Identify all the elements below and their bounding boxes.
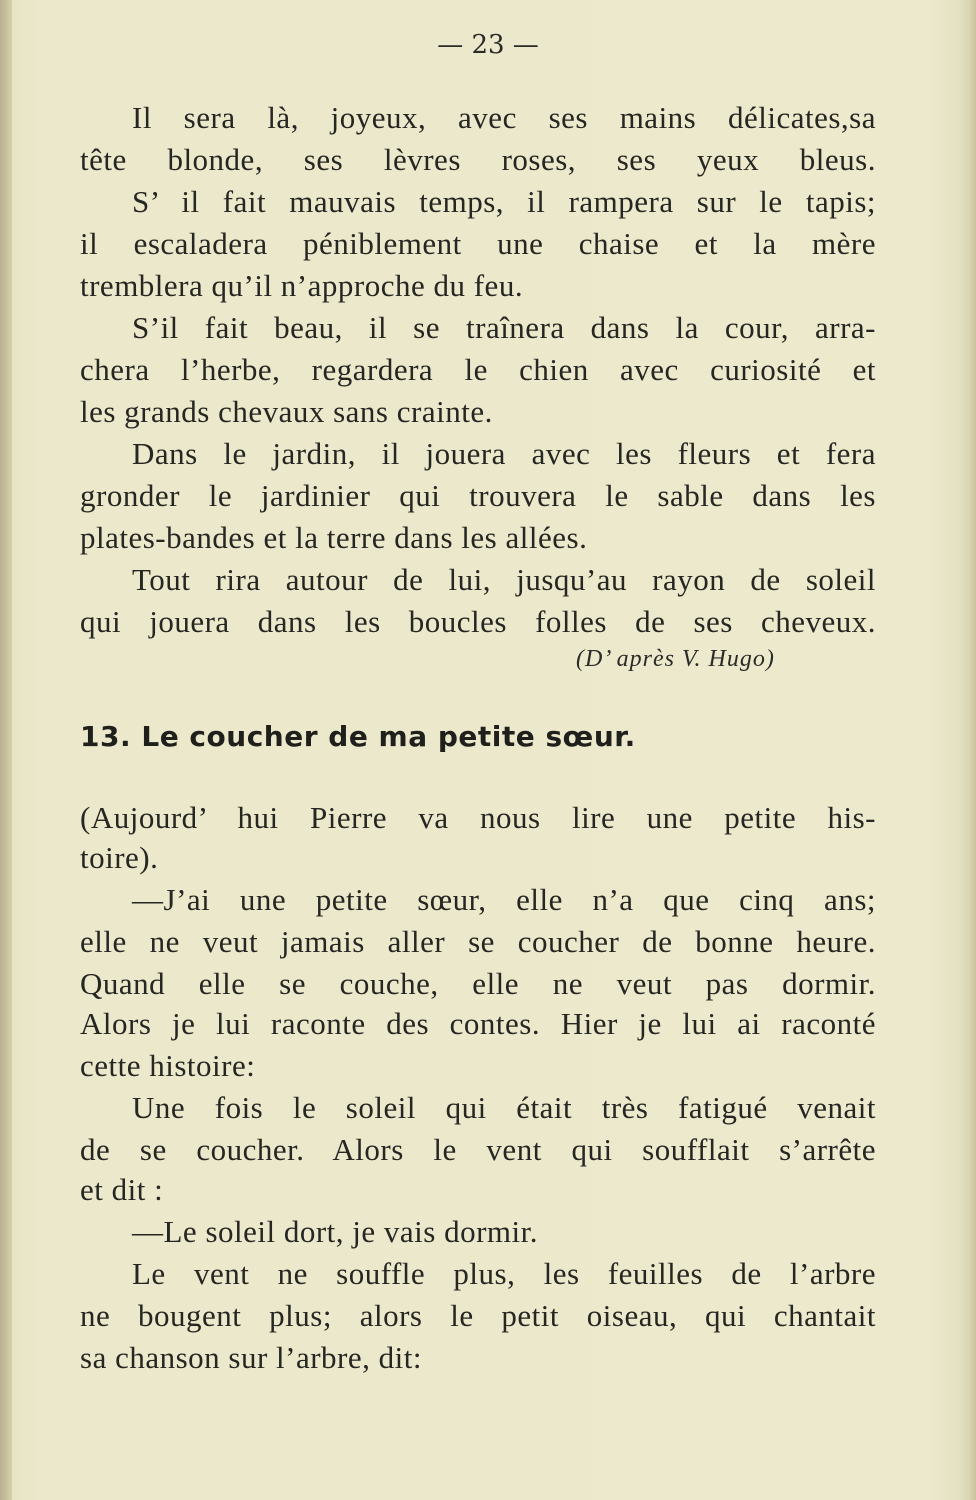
text-line: Le vent ne souffle plus, les feuilles de l’arbre — [132, 1256, 876, 1291]
text-line: S’il fait beau, il se traînera dans la cour, arra- — [132, 310, 876, 345]
text-line: Une fois le soleil qui était très fatigué venait — [132, 1090, 876, 1125]
text-line: de se coucher. Alors le vent qui soufflait s’arrête — [80, 1132, 876, 1167]
text-line: Quand elle se couche, elle ne veut pas dormir. — [80, 966, 876, 1001]
text-line: gronder le jardinier qui trouvera le sable dans les — [80, 478, 876, 513]
text-line: les grands chevaux sans crainte. — [80, 394, 493, 429]
section-heading: 13. Le coucher de ma petite sœur. — [80, 720, 636, 753]
text-line: (Aujourd’ hui Pierre va nous lire une petite his- — [80, 800, 876, 835]
text-line: sa chanson sur l’arbre, dit: — [80, 1340, 422, 1375]
text-line: cette histoire: — [80, 1048, 256, 1083]
text-line: plates-bandes et la terre dans les allées. — [80, 520, 588, 555]
text-line: S’ il fait mauvais temps, il rampera sur le tapis; — [132, 184, 876, 219]
text-line: Tout rira autour de lui, jusqu’au rayon de soleil — [132, 562, 876, 597]
page-binding-edge — [0, 0, 12, 1500]
text-line: elle ne veut jamais aller se coucher de bonne heure. — [80, 924, 876, 959]
text-line: Dans le jardin, il jouera avec les fleurs et fera — [132, 436, 876, 471]
text-line: il escaladera péniblement une chaise et la mère — [80, 226, 876, 261]
text-line: —J’ai une petite sœur, elle n’a que cinq ans; — [132, 882, 876, 917]
attribution: (D’ après V. Hugo) — [576, 646, 775, 672]
text-line: chera l’herbe, regardera le chien avec curiosité et — [80, 352, 876, 387]
page-right-edge — [968, 0, 976, 1500]
text-line: Alors je lui raconte des contes. Hier je lui ai raconté — [80, 1006, 876, 1041]
text-line: et dit : — [80, 1172, 164, 1207]
text-line: qui jouera dans les boucles folles de ses cheveux. — [80, 604, 876, 639]
text-line: ne bougent plus; alors le petit oiseau, qui chantait — [80, 1298, 876, 1333]
text-line: tremblera qu’il n’approche du feu. — [80, 268, 524, 303]
text-line: —Le soleil dort, je vais dormir. — [132, 1214, 539, 1249]
text-line: Il sera là, joyeux, avec ses mains délicates,sa — [132, 100, 876, 135]
page-number: — 23 — — [437, 30, 539, 60]
text-line: tête blonde, ses lèvres roses, ses yeux bleus. — [80, 142, 876, 177]
text-line: toire). — [80, 840, 159, 875]
